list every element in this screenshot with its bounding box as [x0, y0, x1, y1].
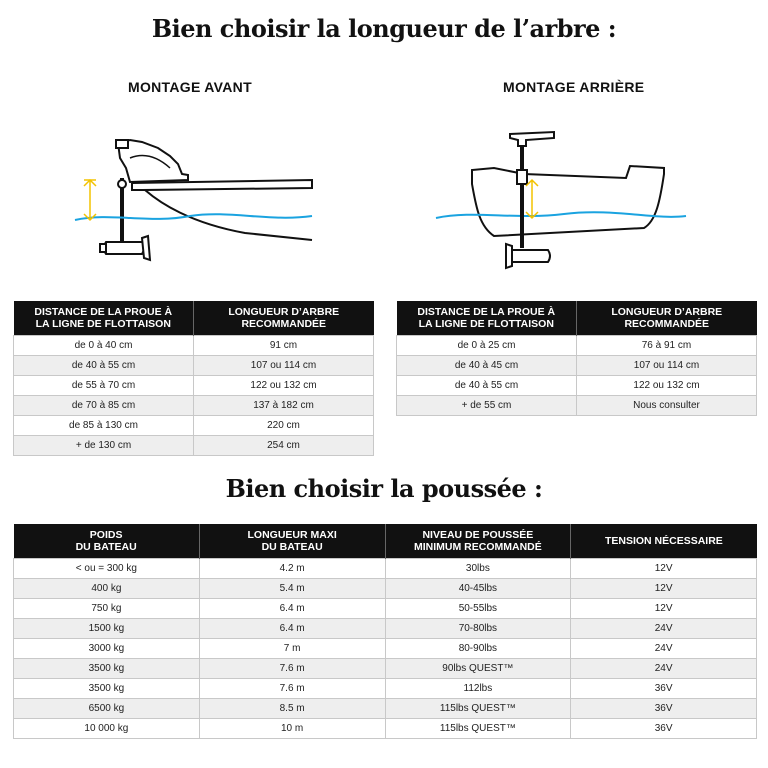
table-cell: 3500 kg — [14, 659, 200, 679]
table-row — [14, 679, 757, 699]
table-cell: + de 130 cm — [14, 436, 194, 456]
table-cell: 3000 kg — [14, 639, 200, 659]
front-propeller — [142, 236, 150, 260]
table-cell: 115lbs QUEST™ — [385, 699, 571, 719]
table-row — [14, 559, 757, 579]
table-row — [14, 639, 757, 659]
table-row — [14, 599, 757, 619]
table-cell: 6.4 m — [199, 619, 385, 639]
table-cell: Nous consulter — [577, 396, 757, 416]
table-cell: 12V — [571, 559, 757, 579]
front-shaft-clamp — [118, 180, 126, 188]
table-cell: 36V — [571, 699, 757, 719]
table-cell: < ou = 300 kg — [14, 559, 200, 579]
table-cell: de 0 à 25 cm — [397, 336, 577, 356]
table-row — [14, 659, 757, 679]
table-cell: 1500 kg — [14, 619, 200, 639]
table-row — [14, 719, 757, 739]
table-cell: 76 à 91 cm — [577, 336, 757, 356]
table-cell: 107 ou 114 cm — [577, 356, 757, 376]
table-cell: 8.5 m — [199, 699, 385, 719]
table-cell: 36V — [571, 719, 757, 739]
table-cell: 24V — [571, 639, 757, 659]
front-header-distance: DISTANCE DE LA PROUE À LA LIGNE DE FLOTTAISON — [14, 301, 194, 336]
table-cell: 7.6 m — [199, 659, 385, 679]
table-cell: 7.6 m — [199, 679, 385, 699]
table-row — [397, 376, 757, 396]
table-row — [397, 336, 757, 356]
table-row — [14, 416, 374, 436]
rear-motor-lower-unit — [510, 250, 550, 262]
rear-motor-head — [510, 132, 554, 146]
rear-propeller — [506, 244, 512, 268]
table-cell: 30lbs — [385, 559, 571, 579]
rear-header-distance: DISTANCE DE LA PROUE À LA LIGNE DE FLOTTAISON — [397, 301, 577, 336]
table-cell: 750 kg — [14, 599, 200, 619]
thrust-header-thrust: NIVEAU DE POUSSÉE MINIMUM RECOMMANDÉ — [385, 524, 571, 559]
thrust-header-weight: POIDS DU BATEAU — [14, 524, 200, 559]
rear-shaft-bracket — [517, 170, 527, 184]
table-cell: 220 cm — [194, 416, 374, 436]
table-cell: 12V — [571, 599, 757, 619]
table-cell: 254 cm — [194, 436, 374, 456]
table-cell: de 0 à 40 cm — [14, 336, 194, 356]
table-row — [397, 356, 757, 376]
front-motor-lower-unit — [104, 242, 144, 254]
table-row — [14, 436, 374, 456]
table-cell: de 70 à 85 cm — [14, 396, 194, 416]
thrust-header-max-length: LONGUEUR MAXI DU BATEAU — [199, 524, 385, 559]
table-cell: 40-45lbs — [385, 579, 571, 599]
table-cell: 6500 kg — [14, 699, 200, 719]
table-cell: 112lbs — [385, 679, 571, 699]
front-mount-table — [13, 301, 374, 456]
rear-table-body — [397, 336, 757, 416]
table-cell: 10 m — [199, 719, 385, 739]
table-cell: de 40 à 55 cm — [14, 356, 194, 376]
thrust-title: Bien choisir la poussée : — [225, 474, 543, 503]
table-cell: 3500 kg — [14, 679, 200, 699]
table-cell: 24V — [571, 619, 757, 639]
rear-mount-subtitle: MONTAGE ARRIÈRE — [503, 79, 645, 95]
rear-header-length: LONGUEUR D’ARBRE RECOMMANDÉE — [577, 301, 757, 336]
table-cell: + de 55 cm — [397, 396, 577, 416]
table-cell: 137 à 182 cm — [194, 396, 374, 416]
table-row — [14, 699, 757, 719]
table-row — [14, 376, 374, 396]
table-cell: 7 m — [199, 639, 385, 659]
front-motor-cap — [116, 140, 128, 148]
table-cell: 10 000 kg — [14, 719, 200, 739]
table-row — [397, 396, 757, 416]
table-cell: de 85 à 130 cm — [14, 416, 194, 436]
table-cell: 122 ou 132 cm — [577, 376, 757, 396]
table-row — [14, 336, 374, 356]
front-boat-hull — [132, 180, 312, 240]
table-cell: 91 cm — [194, 336, 374, 356]
front-header-length: LONGUEUR D’ARBRE RECOMMANDÉE — [194, 301, 374, 336]
front-mount-subtitle: MONTAGE AVANT — [128, 79, 252, 95]
table-cell: 115lbs QUEST™ — [385, 719, 571, 739]
table-cell: de 40 à 45 cm — [397, 356, 577, 376]
table-row — [14, 619, 757, 639]
table-cell: 6.4 m — [199, 599, 385, 619]
table-row — [14, 356, 374, 376]
table-cell: 36V — [571, 679, 757, 699]
rear-boat-hull — [472, 166, 664, 236]
table-cell: 107 ou 114 cm — [194, 356, 374, 376]
table-cell: 122 ou 132 cm — [194, 376, 374, 396]
table-cell: 4.2 m — [199, 559, 385, 579]
table-cell: 400 kg — [14, 579, 200, 599]
table-row — [14, 579, 757, 599]
thrust-table-body — [14, 559, 757, 739]
table-cell: 90lbs QUEST™ — [385, 659, 571, 679]
table-cell: 5.4 m — [199, 579, 385, 599]
thrust-header-voltage: TENSION NÉCESSAIRE — [571, 524, 757, 559]
shaft-length-title: Bien choisir la longueur de l’arbre : — [151, 14, 617, 43]
rear-mount-diagram — [434, 126, 694, 276]
table-cell: de 40 à 55 cm — [397, 376, 577, 396]
table-cell: 50-55lbs — [385, 599, 571, 619]
table-cell: 70-80lbs — [385, 619, 571, 639]
table-cell: de 55 à 70 cm — [14, 376, 194, 396]
table-cell: 24V — [571, 659, 757, 679]
front-table-body — [14, 336, 374, 456]
table-cell: 80-90lbs — [385, 639, 571, 659]
thrust-table — [13, 524, 757, 739]
front-boat-deck — [132, 183, 145, 190]
front-mount-diagram — [70, 128, 320, 278]
table-cell: 12V — [571, 579, 757, 599]
rear-mount-table — [396, 301, 757, 416]
table-row — [14, 396, 374, 416]
